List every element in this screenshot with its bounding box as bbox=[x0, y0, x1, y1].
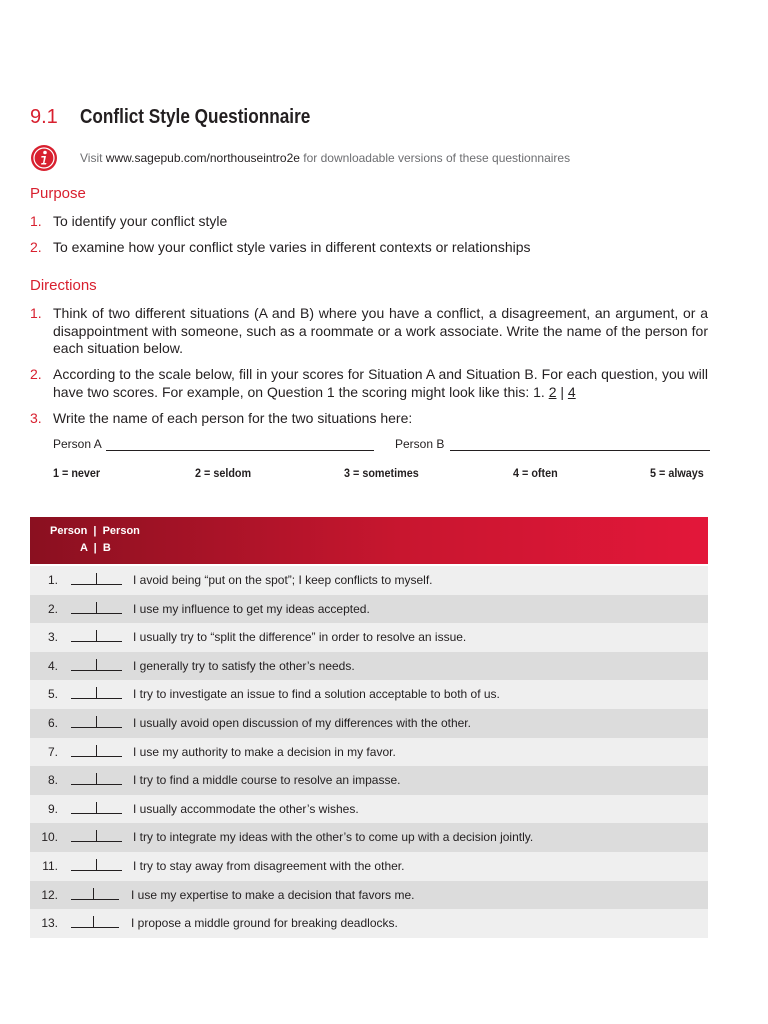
question-number: 12. bbox=[41, 887, 58, 902]
directions-item bbox=[30, 410, 708, 428]
score-field[interactable] bbox=[71, 742, 122, 757]
table-row bbox=[30, 623, 708, 652]
purpose-item-number: 1. bbox=[30, 213, 42, 229]
directions-item-text: Write the name of each person for the two situations here: bbox=[53, 410, 413, 426]
question-number: 10. bbox=[41, 830, 58, 845]
directions-item-text bbox=[53, 366, 708, 401]
score-field[interactable] bbox=[71, 885, 119, 900]
directions-item-body: According to the scale below, fill in your scores for Situation A and Situation B. For each question, you will have two scores. For example, on Question 1 the scoring might look like this: 1. bbox=[53, 366, 708, 400]
question-text: I try to integrate my ideas with the other’s to come up with a decision jointly. bbox=[133, 830, 534, 845]
example-separator: | bbox=[556, 383, 568, 400]
example-score-a: 2 bbox=[548, 383, 557, 400]
header-person-labels: Person | Person bbox=[50, 525, 140, 537]
directions-item-number: 3. bbox=[30, 410, 42, 426]
scale-sometimes: 3 = sometimes bbox=[344, 466, 419, 480]
questionnaire-table bbox=[30, 566, 708, 938]
score-field[interactable] bbox=[71, 713, 122, 728]
scale-seldom: 2 = seldom bbox=[195, 466, 252, 480]
page-title: Conflict Style Questionnaire bbox=[80, 106, 311, 128]
download-link[interactable]: www.sagepub.com/northouseintro2e bbox=[105, 151, 300, 165]
score-field[interactable] bbox=[71, 599, 122, 614]
info-row bbox=[30, 144, 570, 172]
table-row bbox=[30, 652, 708, 681]
question-number: 5. bbox=[47, 687, 58, 702]
table-row bbox=[30, 852, 708, 881]
table-row bbox=[30, 709, 708, 738]
question-text: I try to investigate an issue to find a solution acceptable to both of us. bbox=[133, 687, 500, 702]
person-b-field[interactable] bbox=[450, 437, 710, 451]
question-text: I usually avoid open discussion of my differences with the other. bbox=[133, 715, 471, 730]
question-number: 1. bbox=[47, 573, 58, 587]
example-score-b: 4 bbox=[567, 383, 576, 400]
purpose-item bbox=[30, 239, 708, 257]
question-text: I avoid being “put on the spot”; I keep conflicts to myself. bbox=[133, 573, 433, 587]
question-text: I try to stay away from disagreement with the other. bbox=[133, 858, 405, 873]
download-note bbox=[80, 151, 570, 165]
score-field[interactable] bbox=[71, 827, 122, 842]
section-number: 9.1 bbox=[30, 106, 58, 128]
section-heading bbox=[30, 106, 348, 129]
scale-always: 5 = always bbox=[650, 466, 704, 480]
purpose-item-text: To identify your conflict style bbox=[53, 213, 228, 229]
download-note-prefix: Visit bbox=[80, 151, 106, 165]
scale-often: 4 = often bbox=[513, 466, 558, 480]
download-note-suffix: for downloadable versions of these questionnaires bbox=[299, 151, 571, 165]
purpose-item-text: To examine how your conflict style varies in different contexts or relationships bbox=[53, 239, 531, 255]
table-row bbox=[30, 881, 708, 910]
question-number: 7. bbox=[47, 744, 58, 759]
score-field[interactable] bbox=[71, 570, 122, 585]
score-field[interactable] bbox=[71, 799, 122, 814]
directions-item-number: 2. bbox=[30, 366, 42, 382]
question-text: I try to find a middle course to resolve an impasse. bbox=[133, 773, 401, 788]
purpose-item-number: 2. bbox=[30, 239, 42, 255]
question-number: 3. bbox=[47, 630, 58, 645]
table-row bbox=[30, 566, 708, 595]
score-field[interactable] bbox=[71, 627, 122, 642]
question-number: 9. bbox=[47, 801, 58, 816]
table-row bbox=[30, 680, 708, 709]
question-text: I usually try to “split the difference” in order to resolve an issue. bbox=[133, 630, 467, 645]
question-number: 13. bbox=[41, 916, 58, 931]
question-number: 4. bbox=[47, 658, 58, 673]
table-row bbox=[30, 823, 708, 852]
question-text: I generally try to satisfy the other’s needs. bbox=[133, 658, 355, 673]
table-row bbox=[30, 766, 708, 795]
directions-item bbox=[30, 366, 708, 401]
table-row bbox=[30, 738, 708, 767]
question-number: 2. bbox=[47, 601, 58, 616]
person-a-field[interactable] bbox=[106, 437, 374, 451]
question-number: 8. bbox=[47, 773, 58, 788]
question-number: 6. bbox=[47, 715, 58, 730]
directions-item bbox=[30, 305, 708, 358]
score-field[interactable] bbox=[71, 913, 119, 928]
table-row bbox=[30, 795, 708, 824]
table-header bbox=[30, 517, 708, 564]
person-b-line bbox=[395, 437, 710, 451]
scale-never: 1 = never bbox=[53, 466, 101, 480]
question-text: I usually accommodate the other’s wishes. bbox=[133, 801, 359, 816]
question-text: I use my influence to get my ideas accepted. bbox=[133, 601, 370, 616]
score-field[interactable] bbox=[71, 684, 122, 699]
question-text: I propose a middle ground for breaking deadlocks. bbox=[131, 916, 398, 931]
person-b-label: Person B bbox=[395, 437, 445, 451]
directions-heading: Directions bbox=[30, 277, 97, 294]
info-icon bbox=[30, 144, 58, 172]
question-text: I use my authority to make a decision in my favor. bbox=[133, 744, 396, 759]
table-row bbox=[30, 909, 708, 938]
purpose-heading: Purpose bbox=[30, 185, 86, 202]
score-field[interactable] bbox=[71, 856, 122, 871]
score-field[interactable] bbox=[71, 656, 122, 671]
header-ab-labels: A | B bbox=[80, 542, 111, 554]
score-field[interactable] bbox=[71, 770, 122, 785]
question-number: 11. bbox=[42, 858, 58, 873]
person-a-line bbox=[53, 437, 374, 451]
purpose-item bbox=[30, 213, 708, 231]
directions-item-text: Think of two different situations (A and B) where you have a conflict, a disagreement, an argument, or a disappointment with someone, such as a roommate or a work associate. Write the name of the person for each situation below. bbox=[53, 305, 708, 356]
table-row bbox=[30, 595, 708, 624]
person-a-label: Person A bbox=[53, 437, 102, 451]
question-text: I use my expertise to make a decision that favors me. bbox=[131, 887, 415, 902]
directions-item-number: 1. bbox=[30, 305, 42, 321]
